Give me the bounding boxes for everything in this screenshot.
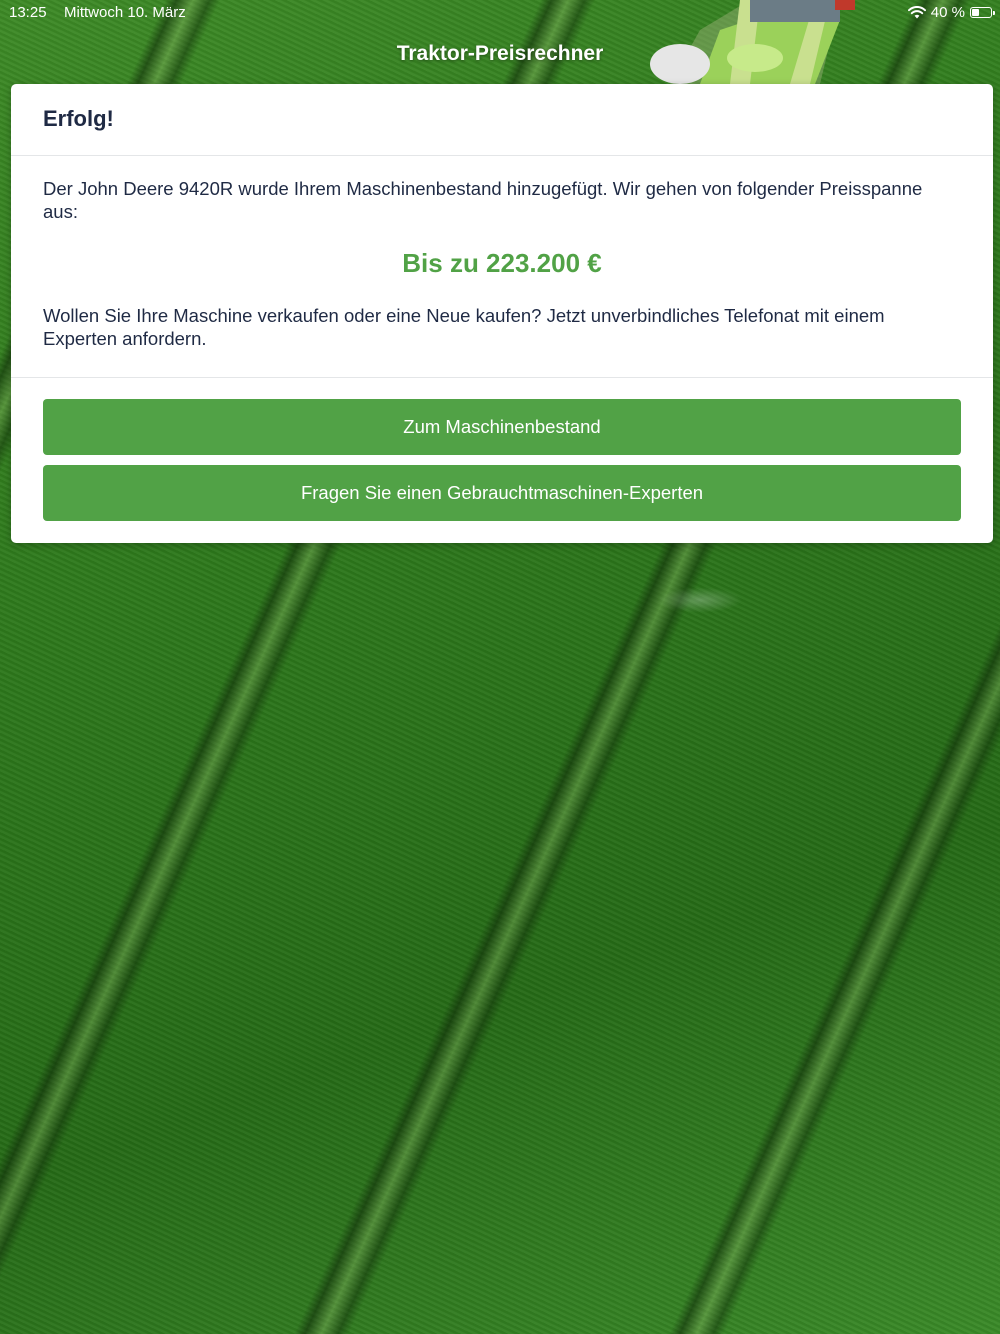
dialog-message: Der John Deere 9420R wurde Ihrem Maschinenbestand hinzugefügt. Wir gehen von folgender Preisspanne aus: (43, 178, 923, 222)
wifi-icon (908, 6, 926, 19)
battery-icon (970, 7, 992, 18)
battery-percent: 40 % (930, 4, 965, 21)
page-title: Traktor-Preisrechner (396, 42, 604, 65)
dialog-body (11, 156, 993, 378)
status-indicators (908, 4, 992, 21)
dialog-prompt: Wollen Sie Ihre Maschine verkaufen oder eine Neue kaufen? Jetzt unverbindliches Telefonat mit einem Experten anfordern. (43, 305, 885, 349)
price-estimate: Bis zu 223.200 € (402, 248, 602, 278)
dialog-header (11, 84, 993, 156)
dialog-title: Erfolg! (43, 106, 114, 131)
battery-nub (993, 11, 995, 15)
status-bar (0, 0, 1000, 26)
status-time: 13:25 (9, 4, 47, 21)
battery-level (972, 9, 979, 16)
success-dialog (11, 84, 993, 543)
dialog-footer (11, 378, 993, 521)
status-date: Mittwoch 10. März (64, 4, 186, 21)
ask-expert-button[interactable]: Fragen Sie einen Gebrauchtmaschinen-Experten (43, 465, 961, 521)
machine-inventory-button[interactable]: Zum Maschinenbestand (43, 399, 961, 455)
